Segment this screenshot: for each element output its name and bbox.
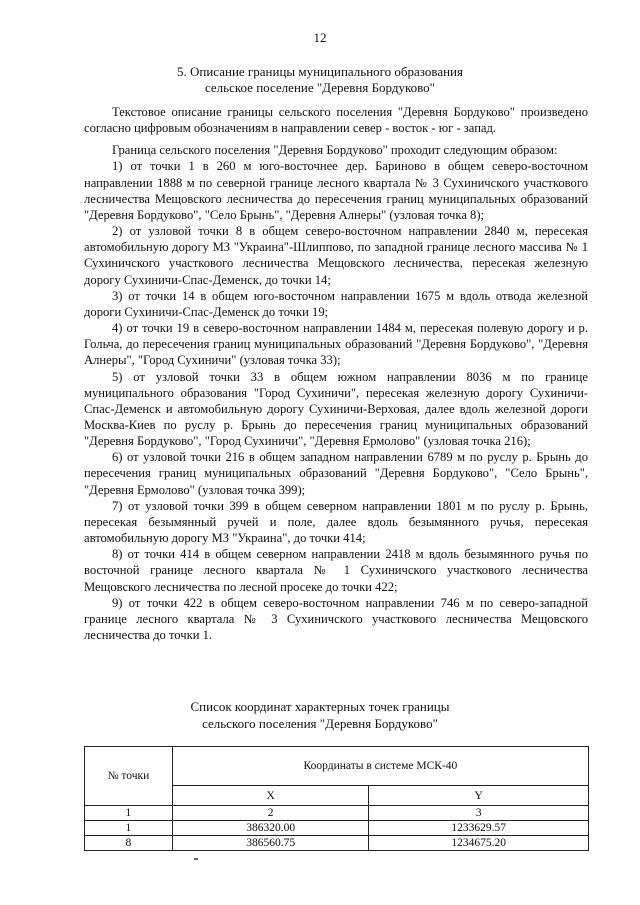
table-cell: 386320.00 — [172, 821, 369, 836]
header-point-number: № точки — [85, 747, 173, 806]
table-row — [85, 836, 589, 851]
paragraph-segment-2: 2) от узловой точки 8 в общем северо-восточном направлении 2840 м, пересекая автомобильную дорогу МЗ "Украина"-Шлиппово, по западной границе лесного массива № 1 Сухиничского участкового лесничества Мещовского лесничества, пересекая железную дорогу Сухиничи-Спас-Деменск, до точки 14; — [84, 224, 588, 287]
paragraph-segment-3: 3) от точки 14 в общем юго-восточном направлении 1675 м вдоль отвода железной дороги Сухиничи-Спас-Деменск до точки 19; — [84, 288, 588, 319]
paragraph-intro: Текстовое описание границы сельского поселения "Деревня Бордуково" произведено согласно цифровым обозначениям в направлении север - восток - юг - запад. — [84, 105, 588, 136]
section-title-line-1: 5. Описание границы муниципального образования — [177, 64, 463, 79]
boundary-description — [84, 104, 588, 643]
table-cell: 1 — [85, 806, 173, 821]
paragraph-segment-6: 6) от узловой точки 216 в общем западном направлении 6789 м по руслу р. Брынь до пересечения границ муниципальных образований "Деревня Бордуково", "Село Брынь", "Деревня Ермолово" (узловая точка 399); — [84, 450, 588, 497]
scan-artifact — [194, 858, 198, 860]
coordinates-table — [84, 746, 589, 851]
table-cell: 2 — [172, 806, 369, 821]
header-coordinate-system: Координаты в системе МСК-40 — [172, 747, 588, 786]
list-title-line-1: Список координат характерных точек границы — [190, 699, 450, 714]
table-cell: 8 — [85, 836, 173, 851]
table-cell: 1233629.57 — [369, 821, 589, 836]
paragraph-route-heading: Граница сельского поселения "Деревня Бордуково" проходит следующим образом: — [112, 143, 558, 158]
paragraph-segment-4: 4) от точки 19 в северо-восточном направлении 1484 м, пересекая полевую дорогу и р. Гольча, до пересечения границ муниципальных образований "Деревня Бордуково", "Деревня Алнеры", "Город Сухиничи" (узловая точка 33); — [84, 321, 588, 368]
header-y: Y — [369, 786, 589, 806]
table-row — [85, 806, 589, 821]
coordinates-list-title — [0, 698, 640, 732]
header-x: X — [172, 786, 369, 806]
section-title — [0, 64, 640, 96]
table-cell: 1234675.20 — [369, 836, 589, 851]
page-number: 12 — [313, 30, 327, 45]
paragraph-segment-7: 7) от узловой точки 399 в общем северном направлении 1801 м по руслу р. Брынь, пересекая безымянный ручей и поле, далее вдоль безымянного ручья, пересекая автомобильную дорогу МЗ "Украина", до точки 414; — [84, 498, 588, 546]
list-title-line-2: сельского поселения "Деревня Бордуково" — [202, 716, 438, 731]
table-cell: 1 — [85, 821, 173, 836]
table-cell: 3 — [369, 806, 589, 821]
paragraph-segment-9: 9) от точки 422 в общем северо-восточном направлении 746 м по северо-западной границе лесного квартала № 3 Сухиничского участкового лесничества Мещовского лесничества до точки 1. — [84, 595, 588, 642]
paragraph-segment-1: 1) от точки 1 в 260 м юго-восточнее дер. Бариново в общем северо-восточном направлении 1888 м по северной границе лесного квартала № 3 Сухиничского участкового лесничества Мещовского лесничества до пересечения границ муниципальных образований "Деревня Бордуково", "Село Брынь", "Деревня Алнеры" (узловая точка 8); — [84, 159, 588, 222]
paragraph-segment-8: 8) от точки 414 в общем северном направлении 2418 м вдоль безымянного ручья по восточной границе лесного квартала № 1 Сухиничского участкового лесничества Мещовского лесничества по лесной просеке до точки 422; — [84, 547, 588, 594]
section-title-line-2: сельское поселение "Деревня Бордуково" — [204, 80, 435, 95]
table-row — [85, 821, 589, 836]
table-cell: 386560.75 — [172, 836, 369, 851]
paragraph-segment-5: 5) от узловой точки 33 в общем южном направлении 8036 м по границе муниципального образования "Город Сухиничи", пересекая железную дорогу Сухиничи-Спас-Деменск и автомобильную дорогу Сухиничи-Верховая, далее вдоль железной дороги Москва-Киев по руслу р. Брынь до пересечения границ муниципальных образований "Деревня Бордуково", "Город Сухиничи", "Деревня Ермолово" (узловая точка 216); — [84, 369, 588, 449]
